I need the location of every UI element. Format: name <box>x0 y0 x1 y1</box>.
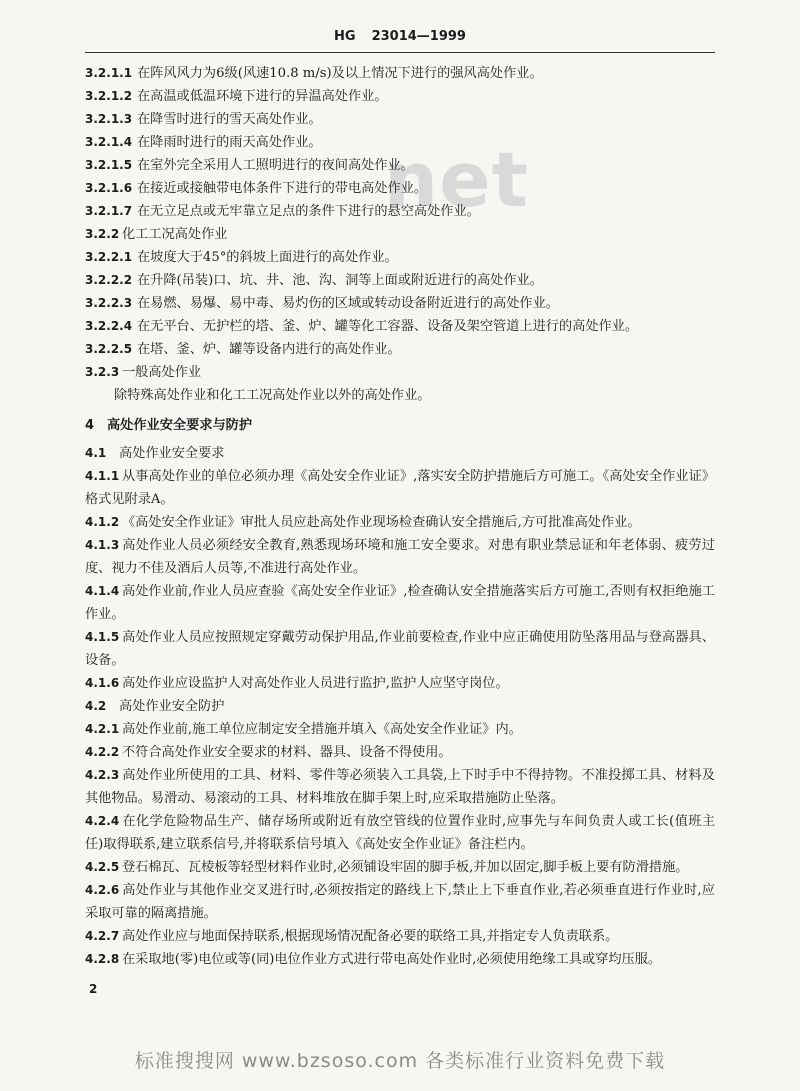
clause-item <box>85 465 715 511</box>
clause-number: 4.1 <box>85 446 107 460</box>
clause-item <box>85 626 715 672</box>
standard-number: 23014—1999 <box>371 29 466 44</box>
clause-text: 在采取地(零)电位或等(同)电位作业方式进行带电高处作业时,必须使用绝缘工具或穿均压服。 <box>122 952 662 967</box>
clause-item <box>85 223 715 246</box>
clause-list-4 <box>85 442 715 971</box>
clause-text: 高处作业安全防护 <box>119 699 225 714</box>
clause-text: 一般高处作业 <box>122 365 202 380</box>
clause-text: 在高温或低温环境下进行的异温高处作业。 <box>137 89 388 104</box>
clause-item <box>85 856 715 879</box>
header-rule <box>85 52 715 53</box>
clause-text: 登石棉瓦、瓦棱板等轻型材料作业时,必须铺设牢固的脚手板,并加以固定,脚手板上要有防滑措施。 <box>122 860 689 875</box>
clause-number: 4.1.5 <box>85 630 120 644</box>
clause-text: 高处作业与其他作业交叉进行时,必须按指定的路线上下,禁止上下垂直作业,若必须垂直进行作业时,应采取可靠的隔离措施。 <box>85 883 715 921</box>
clause-item <box>85 246 715 269</box>
section-heading <box>85 413 715 438</box>
clause-number: 3.2.1.5 <box>85 158 133 172</box>
clause-item <box>85 361 715 384</box>
clause-text: 高处作业应与地面保持联系,根据现场情况配备必要的联络工具,并指定专人负责联系。 <box>122 929 619 944</box>
clause-text: 在接近或接触带电体条件下进行的带电高处作业。 <box>137 181 428 196</box>
section-number: 4 <box>85 418 95 433</box>
clause-item <box>85 534 715 580</box>
clause-item <box>85 879 715 925</box>
standard-code: HG <box>334 29 356 44</box>
clause-text: 《高处安全作业证》审批人员应赴高处作业现场检查确认安全措施后,方可批准高处作业。 <box>122 515 641 530</box>
site-footer: 标准搜搜网 www.bzsoso.com 各类标准行业资料免费下载 <box>134 1050 666 1072</box>
clause-item <box>85 948 715 971</box>
clause-item <box>85 672 715 695</box>
clause-number: 4.2 <box>85 699 107 713</box>
clause-number: 3.2.3 <box>85 365 120 379</box>
clause-number: 3.2.2.2 <box>85 273 133 287</box>
clause-number: 3.2.2.4 <box>85 319 133 333</box>
clause-text: 在升降(吊装)口、坑、井、池、沟、洞等上面或附近进行的高处作业。 <box>137 273 543 288</box>
clause-number: 3.2.2.3 <box>85 296 133 310</box>
clause-number: 4.2.1 <box>85 722 120 736</box>
clause-text: 在降雨时进行的雨天高处作业。 <box>137 135 322 150</box>
clause-number: 3.2.1.7 <box>85 204 133 218</box>
section-title: 高处作业安全要求与防护 <box>107 418 253 433</box>
clause-item <box>85 810 715 856</box>
clause-text: 高处作业所使用的工具、材料、零件等必须装入工具袋,上下时手中不得持物。不准投掷工具、材料及其他物品。易滑动、易滚动的工具、材料堆放在脚手架上时,应采取措施防止坠落。 <box>85 768 715 806</box>
clause-text: 除特殊高处作业和化工工况高处作业以外的高处作业。 <box>114 388 431 403</box>
clause-item <box>85 580 715 626</box>
clause-text: 在塔、釜、炉、罐等设备内进行的高处作业。 <box>137 342 401 357</box>
clause-number: 4.2.8 <box>85 952 120 966</box>
clause-number: 4.2.3 <box>85 768 120 782</box>
clause-text: 高处作业应设监护人对高处作业人员进行监护,监护人应坚守岗位。 <box>122 676 509 691</box>
clause-text: 高处作业前,施工单位应制定安全措施并填入《高处安全作业证》内。 <box>122 722 522 737</box>
clause-item <box>85 764 715 810</box>
clause-text: 高处作业人员必须经安全教育,熟悉现场环境和施工安全要求。对患有职业禁忌证和年老体弱、疲劳过度、视力不佳及酒后人员等,不准进行高处作业。 <box>85 538 715 576</box>
clause-number: 3.2.2.1 <box>85 250 133 264</box>
clause-item <box>85 925 715 948</box>
clause-text: 不符合高处作业安全要求的材料、器具、设备不得使用。 <box>122 745 452 760</box>
clause-number: 3.2.1.6 <box>85 181 133 195</box>
clause-text: 在无平台、无护栏的塔、釜、炉、罐等化工容器、设备及架空管道上进行的高处作业。 <box>137 319 639 334</box>
clause-number: 3.2.2.5 <box>85 342 133 356</box>
clause-item <box>85 695 715 718</box>
clause-item <box>85 511 715 534</box>
clause-text: 在降雪时进行的雪天高处作业。 <box>137 112 322 127</box>
page-number: 2 <box>89 982 98 996</box>
clause-number: 3.2.1.3 <box>85 112 133 126</box>
clause-item <box>85 718 715 741</box>
clause-number: 3.2.1.2 <box>85 89 133 103</box>
clause-number: 3.2.1.4 <box>85 135 133 149</box>
clause-text: 高处作业人员应按照规定穿戴劳动保护用品,作业前要检查,作业中应正确使用防坠落用品与登高器具、设备。 <box>85 630 715 668</box>
clause-item <box>85 384 715 407</box>
clause-text: 在坡度大于45°的斜坡上面进行的高处作业。 <box>137 250 398 265</box>
clause-number: 4.2.2 <box>85 745 120 759</box>
clause-number: 4.1.4 <box>85 584 120 598</box>
clause-text: 在易燃、易爆、易中毒、易灼伤的区域或转动设备附近进行的高处作业。 <box>137 296 559 311</box>
clause-number: 4.2.7 <box>85 929 120 943</box>
clause-number: 3.2.1.1 <box>85 66 133 80</box>
clause-text: 在室外完全采用人工照明进行的夜间高处作业。 <box>137 158 414 173</box>
clause-list-3 <box>85 62 715 407</box>
document-body <box>85 62 715 971</box>
clause-text: 从事高处作业的单位必须办理《高处安全作业证》,落实安全防护措施后方可施工。《高处安全作业证》格式见附录A。 <box>85 469 715 507</box>
clause-item <box>85 200 715 223</box>
clause-item <box>85 338 715 361</box>
clause-number: 3.2.2 <box>85 227 120 241</box>
clause-item <box>85 131 715 154</box>
clause-text: 在无立足点或无牢靠立足点的条件下进行的悬空高处作业。 <box>137 204 480 219</box>
clause-text: 在化学危险物品生产、储存场所或附近有放空管线的位置作业时,应事先与车间负责人或工长(值班主任)取得联系,建立联系信号,并将联系信号填入《高处安全作业证》备注栏内。 <box>85 814 715 852</box>
clause-number: 4.2.6 <box>85 883 120 897</box>
clause-number: 4.2.5 <box>85 860 120 874</box>
watermark: net <box>384 135 529 224</box>
clause-item <box>85 108 715 131</box>
clause-item <box>85 442 715 465</box>
clause-item <box>85 177 715 200</box>
clause-number: 4.1.3 <box>85 538 120 552</box>
clause-item <box>85 292 715 315</box>
clause-number: 4.1.6 <box>85 676 120 690</box>
page-header <box>0 29 800 44</box>
clause-item <box>85 741 715 764</box>
clause-text: 高处作业前,作业人员应查验《高处安全作业证》,检查确认安全措施落实后方可施工,否则有权拒绝施工作业。 <box>85 584 715 622</box>
clause-item <box>85 269 715 292</box>
clause-text: 在阵风风力为6级(风速10.8 m/s)及以上情况下进行的强风高处作业。 <box>137 66 543 81</box>
clause-number: 4.2.4 <box>85 814 120 828</box>
clause-number: 4.1.2 <box>85 515 120 529</box>
clause-item <box>85 62 715 85</box>
clause-item <box>85 315 715 338</box>
clause-item <box>85 154 715 177</box>
clause-text: 高处作业安全要求 <box>119 446 225 461</box>
clause-item <box>85 85 715 108</box>
clause-text: 化工工况高处作业 <box>122 227 228 242</box>
clause-number: 4.1.1 <box>85 469 120 483</box>
